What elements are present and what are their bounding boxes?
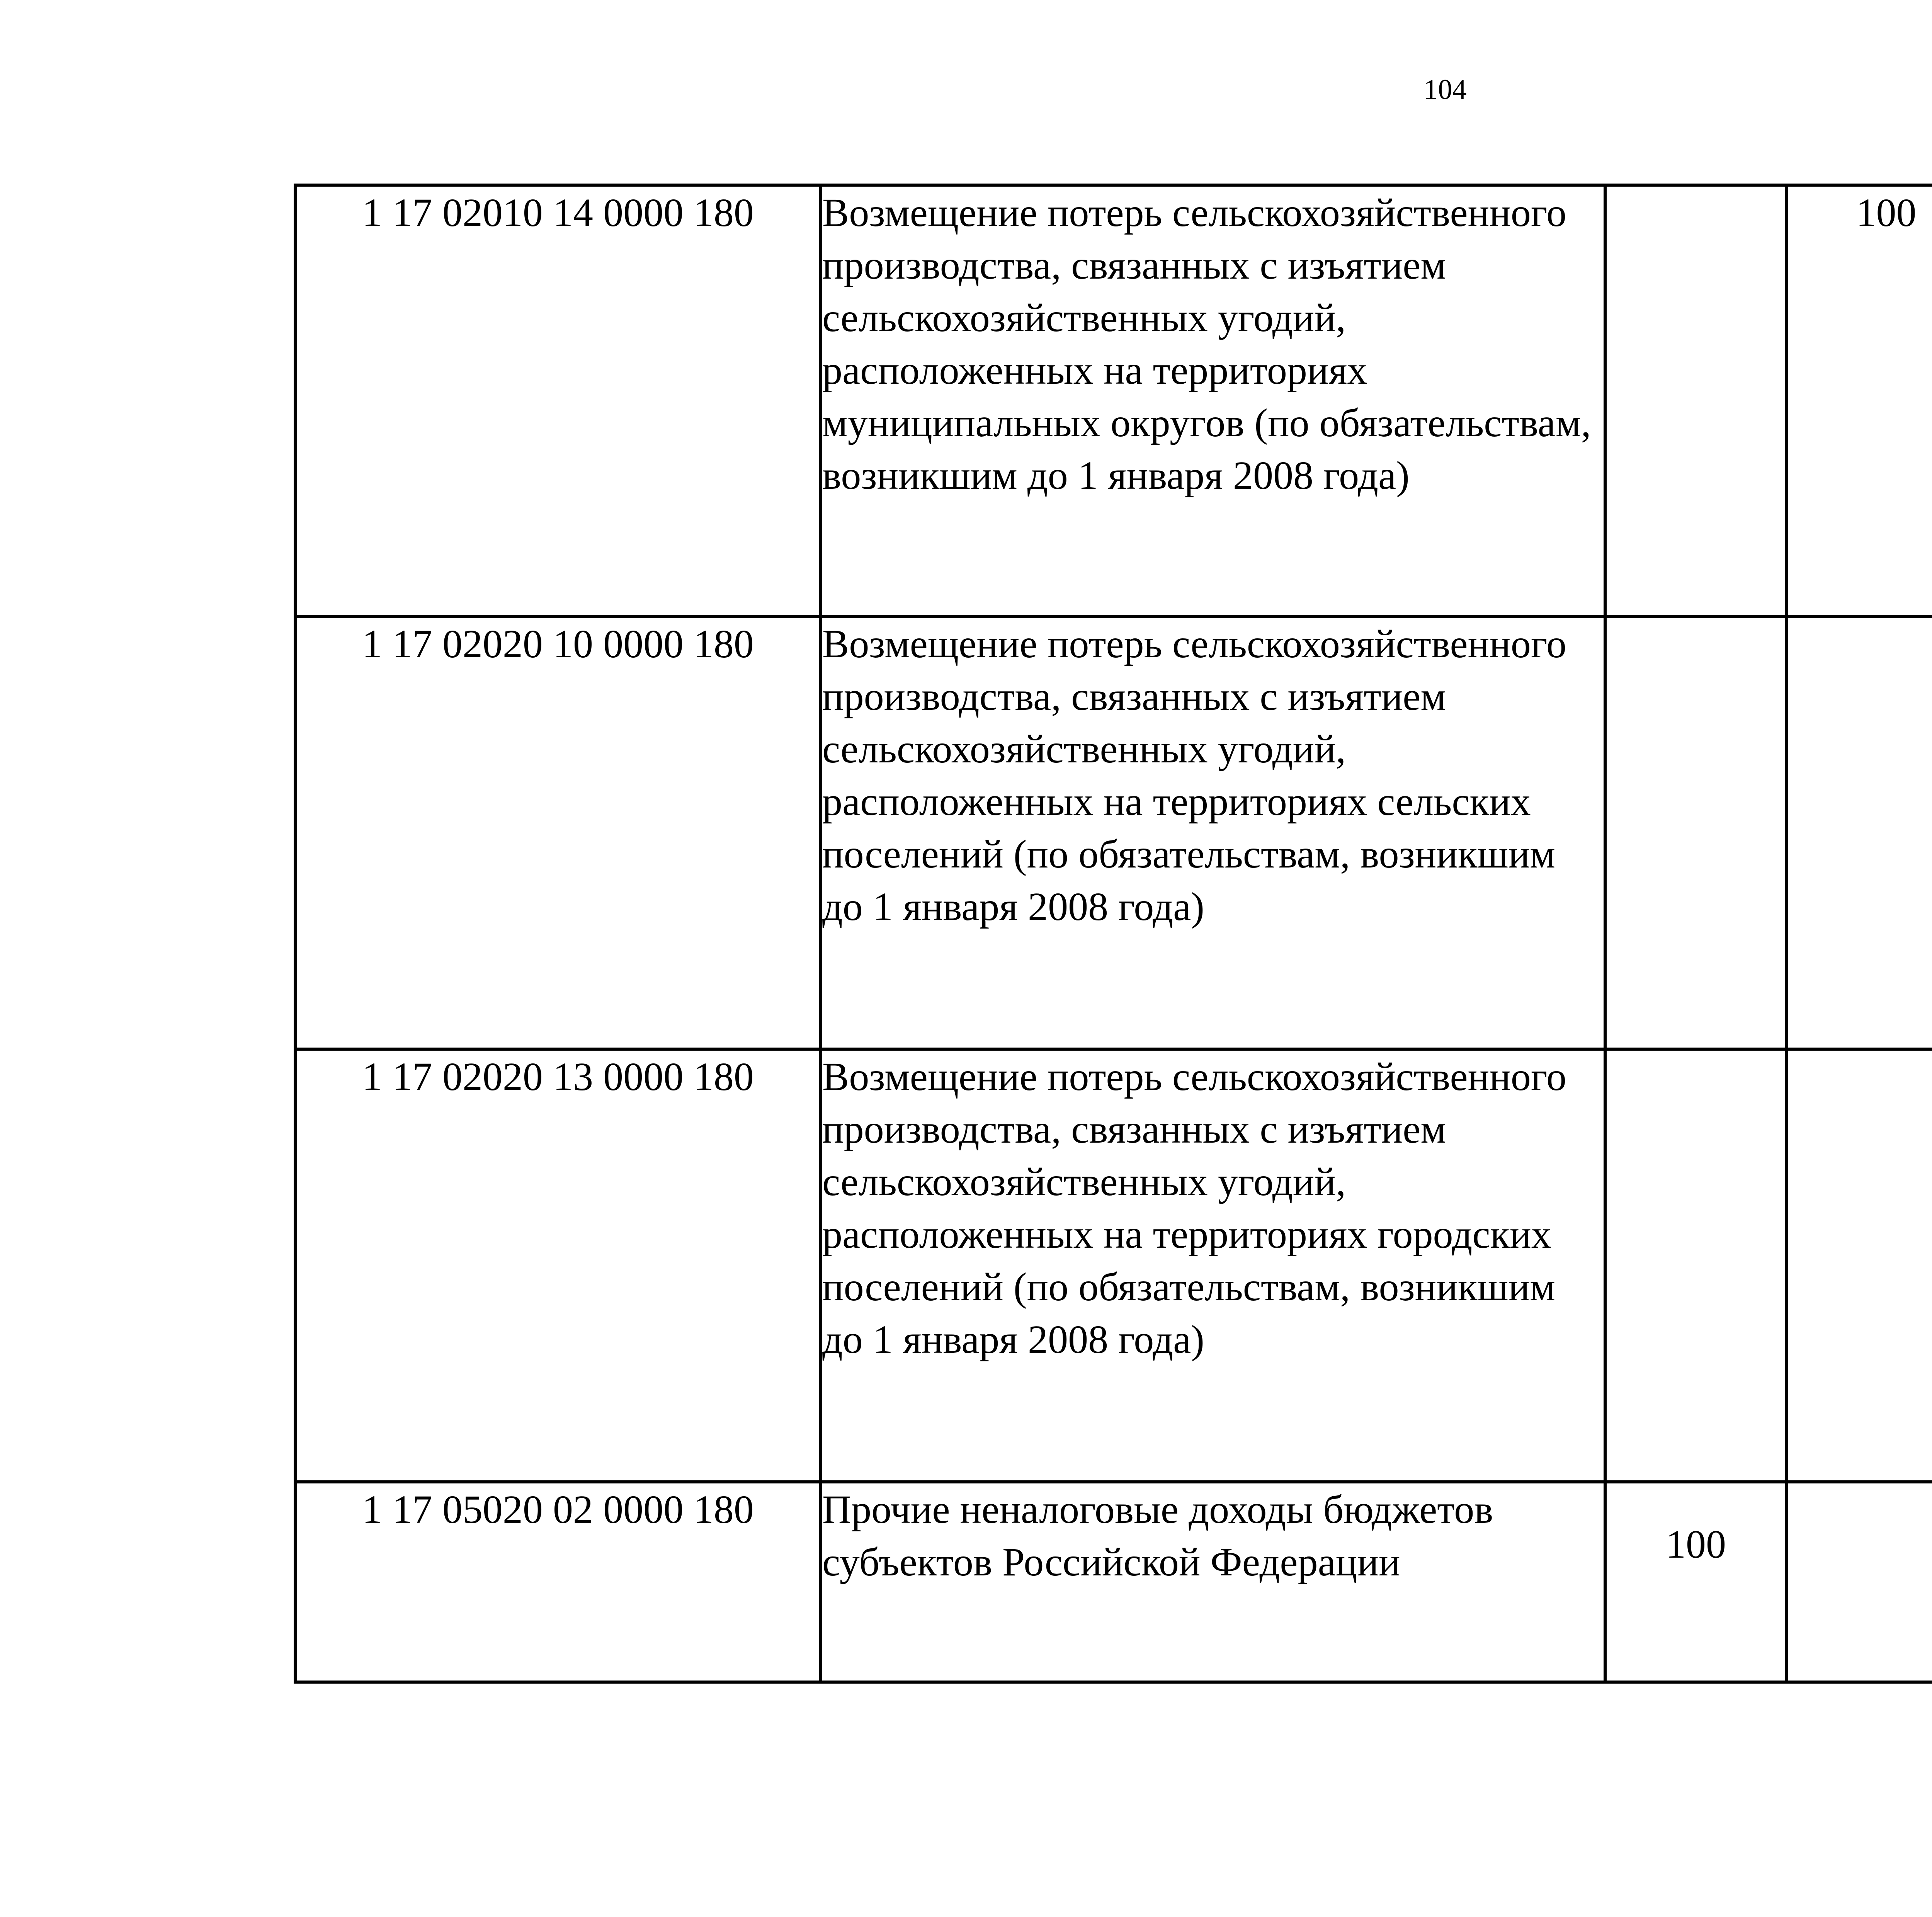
revenue-distribution-table xyxy=(294,184,1932,1684)
table-row xyxy=(295,1482,1932,1682)
table-row xyxy=(295,1049,1932,1482)
description-cell: Прочие неналоговые доходы бюджетов субъектов Российской Федерации xyxy=(821,1482,1605,1682)
description-cell: Возмещение потерь сельскохозяйственного производства, связанных с изъятием сельскохозяйственных угодий, расположенных на территориях сельских поселений (по обязательствам, возникшим до 1 января 2008 года) xyxy=(821,616,1605,1049)
value-cell xyxy=(1605,185,1787,616)
value-cell: 100 xyxy=(1787,185,1932,616)
value-cell: 100 xyxy=(1605,1482,1787,1682)
page-number: 104 xyxy=(1423,74,1467,105)
value-cell xyxy=(1787,1049,1932,1482)
value-cell xyxy=(1605,616,1787,1049)
description-cell: Возмещение потерь сельскохозяйственного производства, связанных с изъятием сельскохозяйственных угодий, расположенных на территориях городских поселений (по обязательствам, возникшим до 1 января 2008 года) xyxy=(821,1049,1605,1482)
table-row xyxy=(295,185,1932,616)
value-cell xyxy=(1787,616,1932,1049)
budget-code-cell: 1 17 02020 13 0000 180 xyxy=(295,1049,821,1482)
table-row xyxy=(295,616,1932,1049)
budget-code-cell: 1 17 05020 02 0000 180 xyxy=(295,1482,821,1682)
value-cell xyxy=(1787,1482,1932,1682)
value-cell xyxy=(1605,1049,1787,1482)
description-cell: Возмещение потерь сельскохозяйственного производства, связанных с изъятием сельскохозяйственных угодий, расположенных на территориях муниципальных округов (по обязательствам, возникшим до 1 января 2008 года) xyxy=(821,185,1605,616)
budget-code-cell: 1 17 02010 14 0000 180 xyxy=(295,185,821,616)
budget-code-cell: 1 17 02020 10 0000 180 xyxy=(295,616,821,1049)
